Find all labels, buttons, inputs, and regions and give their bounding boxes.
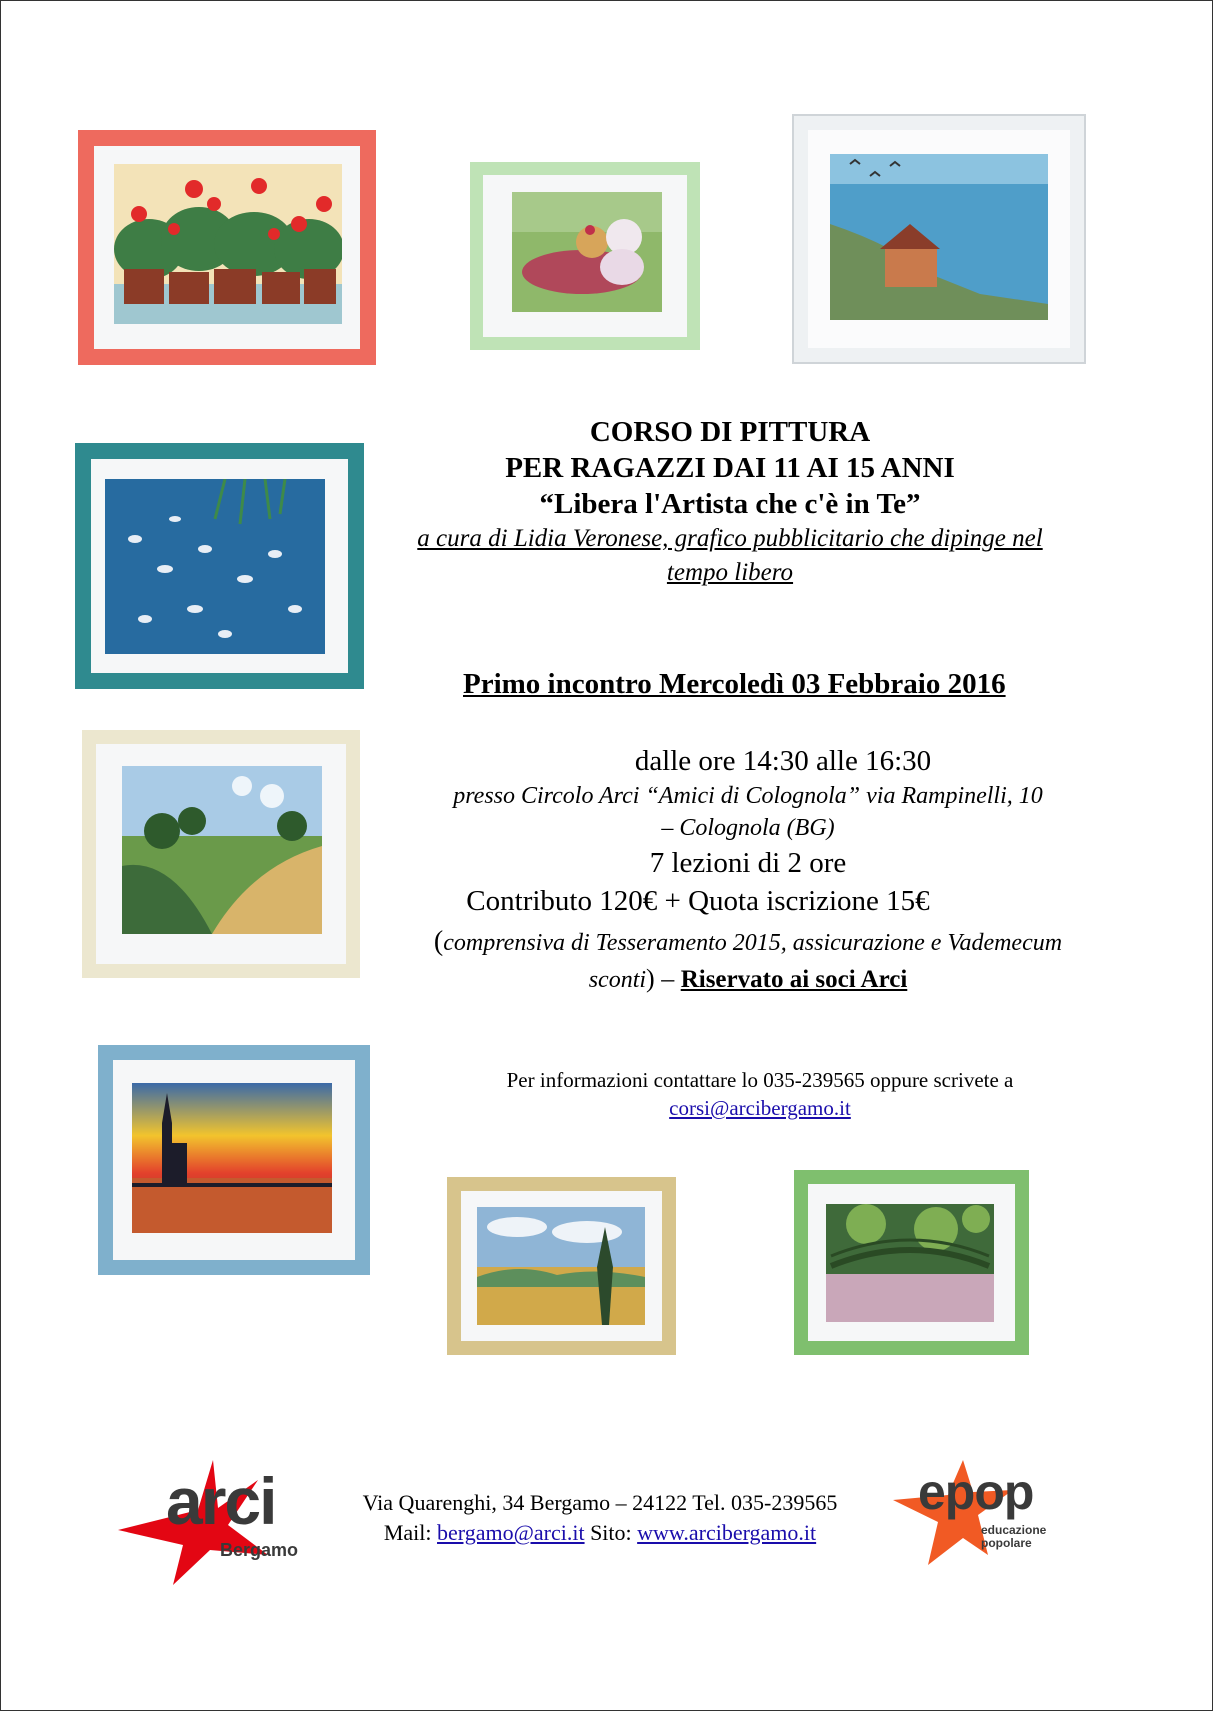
- note-paren-close: ) –: [646, 964, 681, 993]
- fee-note-line-1: [398, 926, 1098, 959]
- curator-line-1: a cura di Lidia Veronese, grafico pubblicitario che dipinge nel: [417, 525, 1043, 552]
- epop-logo: [893, 1460, 1093, 1570]
- note-text-2: sconti: [588, 967, 647, 993]
- venue-line-2: – Colognola (BG): [661, 815, 835, 841]
- footer-address-block: [330, 1488, 870, 1548]
- painting-geraniums: [78, 130, 376, 365]
- details-block: [398, 742, 1098, 996]
- site-link[interactable]: www.arcibergamo.it: [637, 1520, 817, 1545]
- first-meeting: Primo incontro Mercoledì 03 Febbraio 2016: [463, 668, 1006, 700]
- arci-logo: [118, 1460, 318, 1585]
- painting-sunset: [98, 1045, 370, 1275]
- time-range: dalle ore 14:30 alle 16:30: [634, 745, 932, 777]
- contact-info: Per informazioni contattare lo 035-239565 oppure scrivete a: [506, 1068, 1014, 1092]
- curator-line-2: tempo libero: [666, 559, 794, 586]
- venue-line-1: presso Circolo Arci “Amici di Colognola” via Rampinelli, 10: [453, 783, 1043, 809]
- painting-seaside-cottage: [792, 114, 1086, 364]
- epop-logo-text: epop: [918, 1464, 1034, 1520]
- lessons-count: 7 lezioni di 2 ore: [649, 847, 847, 879]
- members-only: Riservato ai soci Arci: [680, 966, 908, 993]
- title-block: [380, 414, 1080, 590]
- epop-logo-subtitle-1: educazione: [981, 1523, 1047, 1537]
- epop-logo-subtitle-2: popolare: [981, 1536, 1032, 1550]
- painting-japanese-bridge: [794, 1170, 1029, 1355]
- painting-wheat-field: [82, 730, 360, 978]
- note-text-1: comprensiva di Tesseramento 2015, assicurazione e Vademecum: [443, 930, 1063, 956]
- painting-garden-figures: [470, 162, 700, 350]
- course-motto: “Libera l'Artista che c'è in Te”: [539, 488, 921, 520]
- course-title: CORSO DI PITTURA: [589, 416, 871, 448]
- mail-link[interactable]: bergamo@arci.it: [437, 1520, 585, 1545]
- contact-email[interactable]: corsi@arcibergamo.it: [669, 1096, 851, 1120]
- note-paren-open: (: [433, 926, 444, 957]
- course-audience: PER RAGAZZI DAI 11 AI 15 ANNI: [505, 452, 955, 484]
- arci-logo-subtitle: Bergamo: [220, 1540, 299, 1560]
- painting-water-lilies: [75, 443, 364, 689]
- arci-logo-text: arci: [166, 1464, 276, 1538]
- contact-block: [440, 1066, 1080, 1122]
- site-label: Sito:: [584, 1520, 638, 1545]
- painting-cypress-landscape: [447, 1177, 676, 1355]
- mail-label: Mail:: [383, 1520, 438, 1545]
- footer-contacts: [330, 1518, 870, 1548]
- fee-line: Contributo 120€ + Quota iscrizione 15€: [466, 885, 930, 917]
- footer-address: Via Quarenghi, 34 Bergamo – 24122 Tel. 035-239565: [362, 1490, 838, 1515]
- fee-note-line-2: [398, 963, 1098, 996]
